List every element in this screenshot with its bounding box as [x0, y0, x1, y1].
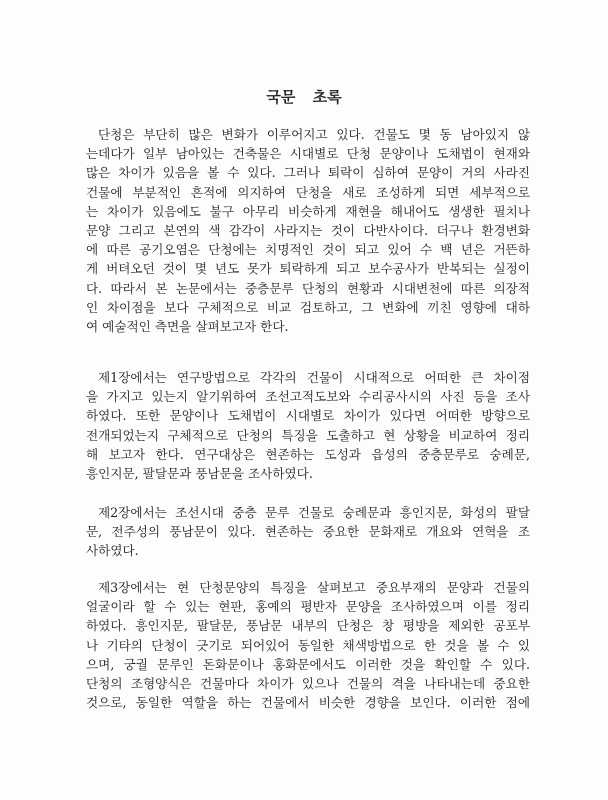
text-line: 여 예술적인 측면을 살펴보고자 한다.	[86, 318, 289, 334]
text-line: 하였다. 또한 문양이나 도채법이 시대별로 차이가 있다면 어떠한 방향으로	[86, 408, 530, 424]
text-line: 많은 차이가 있음을 볼 수 있다. 그러나 퇴락이 심하여 문양이 거의 사라진	[86, 165, 530, 181]
text-line: 하였다. 흥인지문, 팔달문, 풍남문 내부의 단청은 창 평방을 제외한 공포부	[86, 618, 530, 634]
text-line: 다. 따라서 본 논문에서는 중층문루 단청의 현황과 시대변천에 따른 의장적	[86, 280, 530, 296]
paragraph	[86, 368, 530, 483]
text-line: 전개되었는지 구체적으로 단청의 특징을 도출하고 현 상황을 비교하여 정리	[86, 427, 530, 443]
page-title: 국문 초록	[266, 88, 342, 106]
text-line: 제3장에서는 현 단청문양의 특징을 살펴보고 중요부재의 문양과 건물의	[98, 580, 530, 595]
text-line: 건물에 부분적인 흔적에 의지하여 단청을 새로 조성하게 되면 세부적으로	[86, 184, 530, 200]
text-line: 해 보고자 한다. 연구대상은 현존하는 도성과 읍성의 중층문루로 숭례문,	[86, 446, 530, 462]
text-line: 문, 전주성의 풍남문이 있다. 현존하는 중요한 문화재로 개요와 연혁을 조	[86, 524, 530, 540]
text-line: 문양 그리고 본연의 색 감각이 사라지는 것이 다반사이다. 더구나 환경변화	[86, 222, 530, 238]
text-line: 사하였다.	[86, 543, 139, 559]
text-line: 단청은 부단히 많은 변화가 이루어지고 있다. 건물도 몇 동 남아있지 않	[98, 127, 530, 142]
text-line: 단청의 조형양식은 건물마다 차이가 있으나 건물의 격을 나타내는데 중요한	[86, 675, 530, 691]
paragraph	[86, 578, 530, 712]
paragraph	[86, 503, 530, 561]
paragraph	[86, 125, 530, 336]
text-line: 는데다가 일부 남아있는 건축물은 시대별로 단청 문양이나 도채법이 현재와	[86, 146, 530, 162]
text-line: 는 차이가 있음에도 불구 아무리 비슷하게 재현을 해내어도 생생한 필치나	[86, 203, 530, 219]
text-line: 흥인지문, 팔달문과 풍남문을 조사하였다.	[86, 465, 313, 481]
text-line: 나 기타의 단청이 긋기로 되어있어 동일한 채색방법으로 한 것을 볼 수 있	[86, 637, 530, 653]
text-line: 게 버텨오던 것이 몇 년도 못가 퇴락하게 되고 보수공사가 반복되는 실정이	[86, 261, 530, 277]
text-line: 얼굴이라 할 수 있는 현판, 홍예의 평반자 문양을 조사하였으며 이를 정리	[86, 599, 530, 615]
text-line: 제1장에서는 연구방법으로 각각의 건물이 시대적으로 어떠한 큰 차이점	[98, 370, 530, 385]
text-line: 것으로, 동일한 역할을 하는 건물에서 비슷한 경향을 보인다. 이러한 점에	[86, 695, 530, 711]
text-line: 제2장에서는 조선시대 중층 문루 건물로 숭례문과 흥인지문, 화성의 팔달	[98, 505, 530, 520]
text-line: 으며, 궁궐 문루인 돈화문이나 홍화문에서도 이러한 것을 확인할 수 있다.	[86, 656, 530, 672]
text-line: 을 가지고 있는지 알기위하여 조선고적도보와 수리공사시의 사진 등을 조사	[86, 389, 530, 405]
text-line: 인 차이점을 보다 구체적으로 비교 검토하고, 그 변화에 끼친 영향에 대하	[86, 299, 530, 315]
text-line: 에 따른 공기오염은 단청에는 치명적인 것이 되고 있어 수 백 년은 거뜬하	[86, 242, 530, 258]
